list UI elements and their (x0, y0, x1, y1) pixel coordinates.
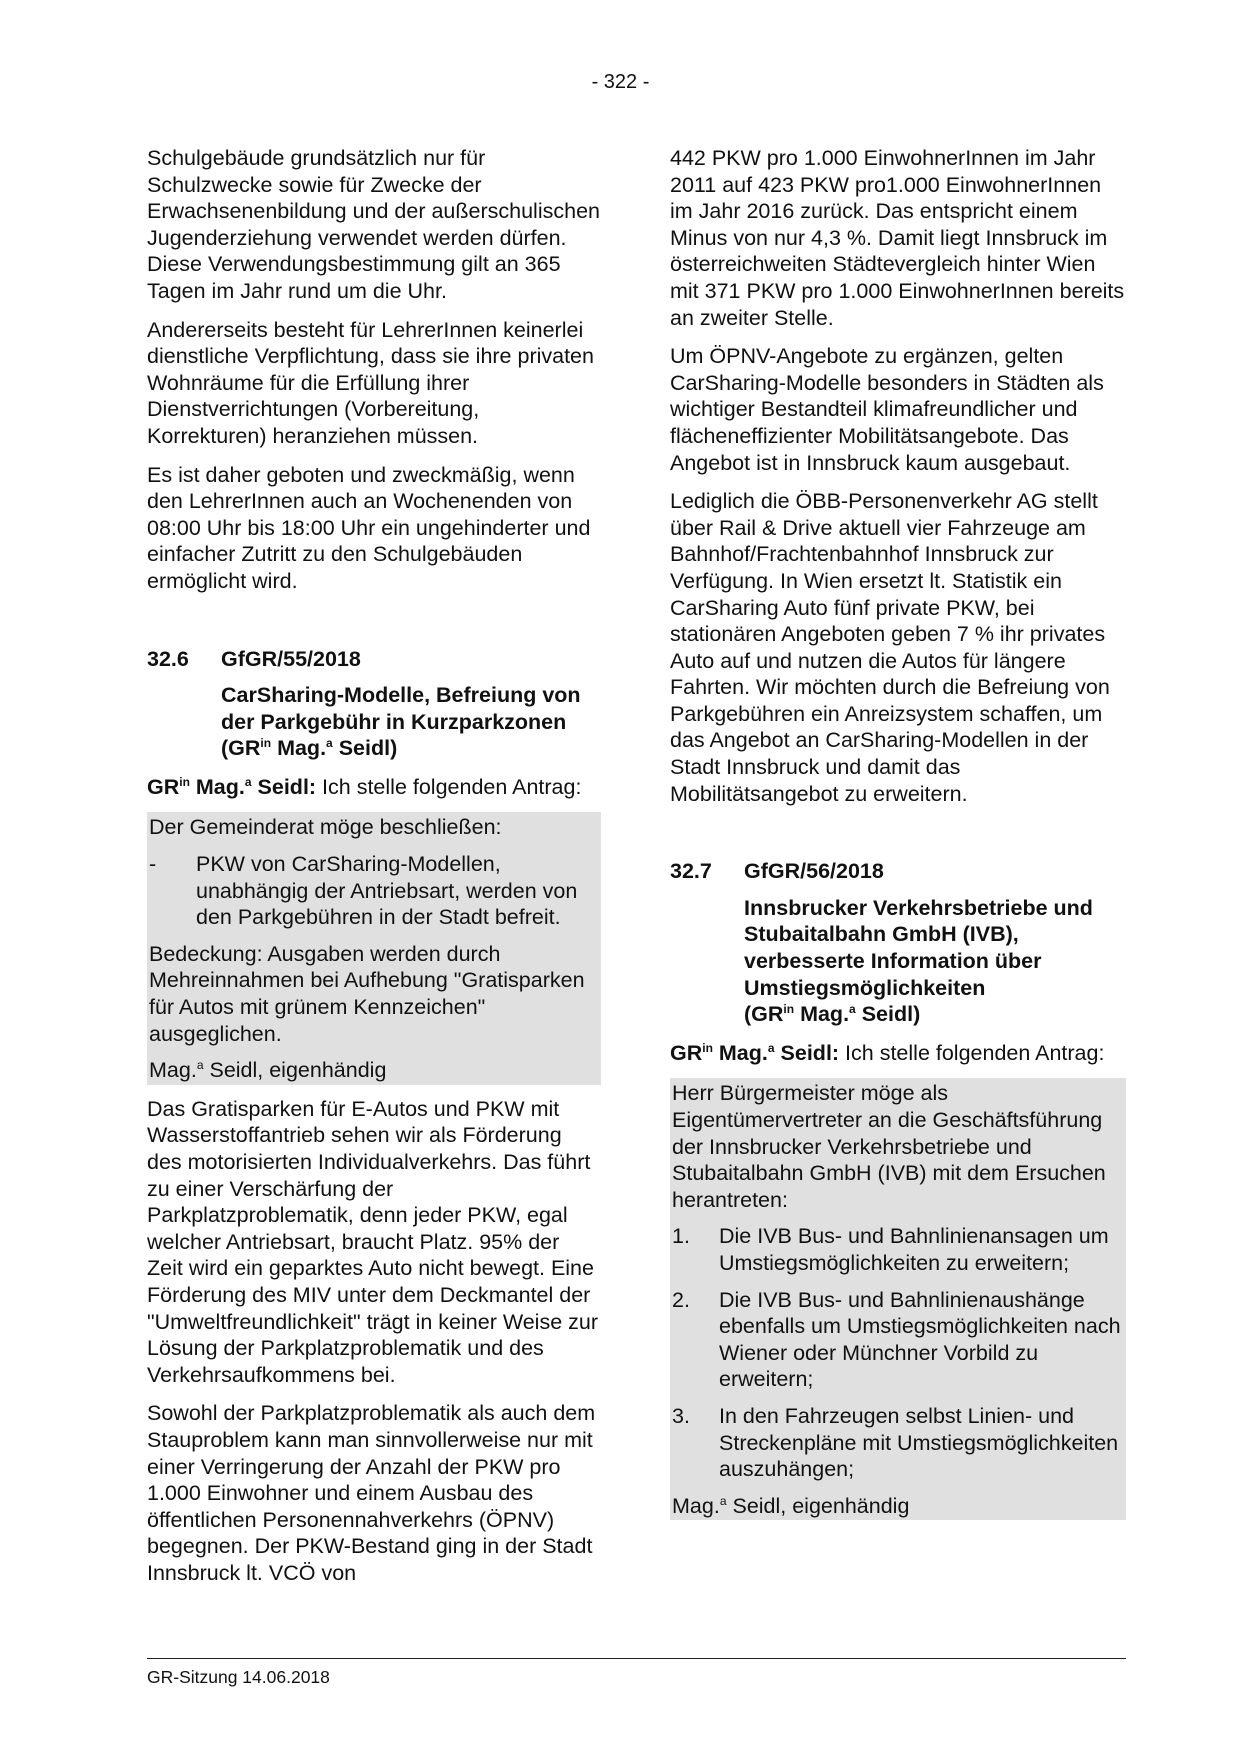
list-item (672, 1223, 1124, 1276)
section-32-7 (670, 858, 1126, 1028)
section-number: 32.6 (147, 646, 189, 671)
list-marker: 3. (672, 1403, 690, 1428)
paragraph: Es ist daher geboten und zweckmäßig, wenn den LehrerInnen auch an Wochenenden von 08:00 Uhr bis 18:00 Uhr ein ungehinderter und einfacher Zutritt zu den Schulgebäuden ermöglicht wird. (147, 462, 591, 593)
motion-coverage: Bedeckung: Ausgaben werden durch Mehreinnahmen bei Aufhebung "Gratisparken für Autos mit grünem Kennzeichen" ausgeglichen. (149, 941, 585, 1046)
list-item (672, 1403, 1124, 1483)
section-code: GfGR/55/2018 (221, 646, 361, 671)
motion-intro: $GR^{in}$ Mag.$^a$ Seidl: Ich stelle folgenden Antrag: (147, 774, 582, 799)
motion-lead: Herr Bürgermeister möge als Eigentümervertreter an die Geschäftsführung der Innsbrucker Verkehrsbetriebe und Stubaitalbahn GmbH (IVB) mit dem Ersuchen herantreten: (672, 1081, 1106, 1212)
section-title: Innsbrucker Verkehrsbetriebe und Stubaitalbahn GmbH (IVB), verbesserte Information über Umstiegsmöglichkeiten ($GR^{in}$ Mag.$^a$ Seidl) (744, 895, 1093, 1027)
section-heading (670, 858, 1126, 885)
motion-signature: Mag.$^a$ Seidl, eigenhändig (672, 1493, 910, 1518)
motion-intro: $GR^{in}$ Mag.$^a$ Seidl: Ich stelle folgenden Antrag: (670, 1040, 1105, 1065)
section-code: GfGR/56/2018 (744, 859, 884, 884)
paragraph: 442 PKW pro 1.000 EinwohnerInnen im Jahr 2011 auf 423 PKW pro1.000 EinwohnerInnen im Jahr 2016 zurück. Das entspricht einem Minus von nur 4,3 %. Damit liegt Innsbruck im österreichweiten Städtevergleich hinter Wien mit 371 PKW pro 1.000 EinwohnerInnen bereits an zweiter Stelle. (670, 146, 1125, 330)
section-title: CarSharing-Modelle, Befreiung von der Parkgebühr in Kurzparkzonen ($GR^{in}$ Mag.$^a$ Seidl) (221, 683, 581, 761)
page-number: - 322 - (591, 71, 650, 93)
list-text: In den Fahrzeugen selbst Linien- und Streckenpläne mit Umstiegsmöglichkeiten auszuhängen; (719, 1403, 1119, 1482)
list-text: PKW von CarSharing-Modellen, unabhängig der Antriebsart, werden von den Parkgebühren in der Stadt befreit. (196, 852, 578, 930)
paragraph: Andererseits besteht für LehrerInnen keinerlei dienstliche Verpflichtung, dass sie ihre privaten Wohnräume für die Erfüllung ihrer Dienstverrichtungen (Vorbereitung, Korrekturen) heranziehen müssen. (147, 317, 594, 448)
motion-box (147, 812, 601, 1084)
section-heading (147, 646, 601, 673)
paragraph: Lediglich die ÖBB-Personenverkehr AG stellt über Rail & Drive aktuell vier Fahrzeuge am Bahnhof/Frachtenbahnhof Innsbruck zur Verfügung. In Wien ersetzt lt. Statistik ein CarSharing Auto fünf private PKW, bei stationären Angeboten geben 7 % ihr privates Auto auf und nutzen die Autos für längere Fahrten. Wir möchten durch die Befreiung von Parkgebühren ein Anreizsystem schaffen, um das Angebot an CarSharing-Modellen in der Stadt Innsbruck und damit das Mobilitätsangebot zu erweitern. (670, 489, 1110, 806)
motion-box (670, 1078, 1126, 1520)
motion-lead: Der Gemeinderat möge beschließen: (149, 815, 502, 840)
right-column (670, 145, 1126, 1531)
paragraph: Das Gratisparken für E-Autos und PKW mit Wasserstoffantrieb sehen wir als Förderung des motorisierten Individualverkehrs. Das führt zu einer Verschärfung der Parkplatzproblematik, denn jeder PKW, egal welcher Antriebsart, braucht Platz. 95% der Zeit wird ein geparktes Auto nicht bewegt. Eine Förderung des MIV unter dem Deckmantel der "Umweltfreundlichkeit" trägt in keiner Weise zur Lösung der Parkplatzproblematik und des Verkehrsaufkommens bei. (147, 1096, 599, 1387)
list-marker: 2. (672, 1287, 690, 1312)
section-number: 32.7 (670, 859, 712, 884)
list-marker: - (149, 852, 157, 877)
list-item (672, 1287, 1124, 1393)
paragraph: Sowohl der Parkplatzproblematik als auch dem Stauproblem kann man sinnvollerweise nur mit einer Verringerung der Anzahl der PKW pro 1.000 Einwohner und einem Ausbau des öffentlichen Personennahverkehrs (ÖPNV) begegnen. Der PKW-Bestand ging in der Stadt Innsbruck lt. VCÖ von (147, 1401, 596, 1585)
section-32-6 (147, 646, 601, 762)
left-column (147, 145, 601, 1599)
footer-divider (147, 1658, 1126, 1659)
list-marker: 1. (672, 1224, 690, 1249)
paragraph: Um ÖPNV-Angebote zu ergänzen, gelten CarSharing-Modelle besonders in Städten als wichtiger Bestandteil klimafreundlicher und flächeneffizienter Mobilitätsangebote. Das Angebot ist in Innsbruck kaum ausgebaut. (670, 344, 1104, 475)
list-item (149, 851, 599, 931)
paragraph: Schulgebäude grundsätzlich nur für Schulzwecke sowie für Zwecke der Erwachsenenbildung und der außerschulischen Jugenderziehung verwendet werden dürfen. Diese Verwendungsbestimmung gilt an 365 Tagen im Jahr rund um die Uhr. (147, 146, 600, 303)
list-text: Die IVB Bus- und Bahnlinienaushänge ebenfalls um Umstiegsmöglichkeiten nach Wiener oder Münchner Vorbild zu erweitern; (719, 1287, 1121, 1392)
motion-signature: Mag.$^a$ Seidl, eigenhändig (149, 1058, 387, 1083)
list-text: Die IVB Bus- und Bahnlinienansagen um Umstiegsmöglichkeiten zu erweitern; (719, 1224, 1109, 1275)
footer-text: GR-Sitzung 14.06.2018 (147, 1667, 330, 1687)
